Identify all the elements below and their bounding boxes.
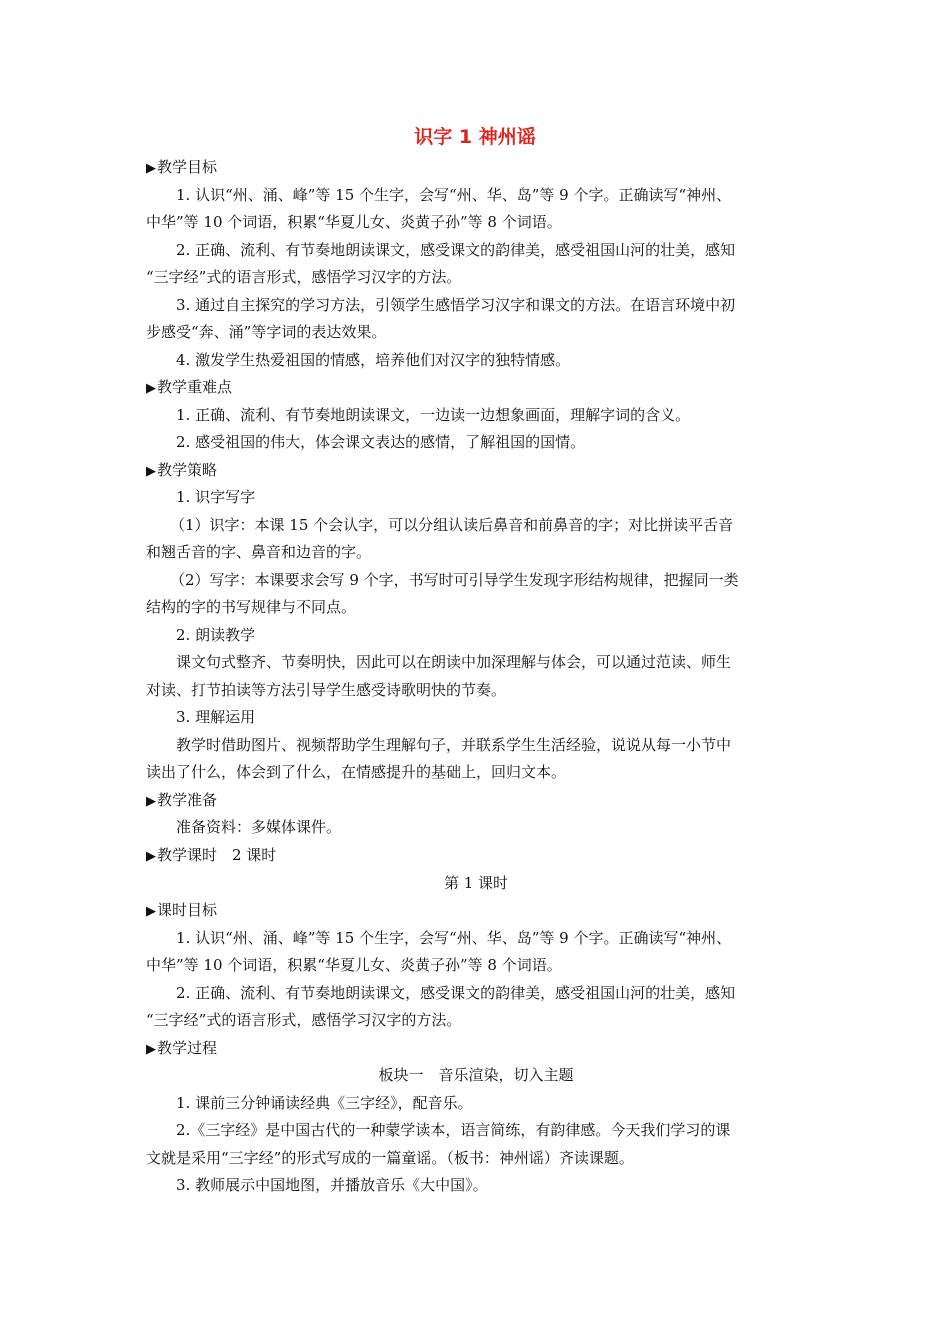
process-2b: 文就是采用“三字经”的形式写成的一篇童谣。（板书：神州谣）齐读课题。	[146, 1149, 634, 1167]
key-point-1: 1. 正确、流利、有节奏地朗读课文，一边读一边想象画面，理解字词的含义。	[176, 406, 691, 424]
lesson-goal-1a: 1. 认识“州、涌、峰”等 15 个生字，会写“州、华、岛”等 9 个字。正确读写“神州、	[176, 929, 732, 947]
goal-4: 4. 激发学生热爱祖国的情感，培养他们对汉字的独特情感。	[176, 351, 571, 369]
strategy-2b: 对读、打节拍读等方法引导学生感受诗歌明快的节奏。	[146, 681, 507, 699]
heading-strategy: ▶ 教学策略	[146, 459, 826, 481]
goal-1a: 1. 认识“州、涌、峰”等 15 个生字，会写“州、华、岛”等 9 个字。正确读写“神州、	[176, 186, 732, 204]
prep-text: 准备资料：多媒体课件。	[176, 818, 342, 836]
strategy-1c: （2）写字：本课要求会写 9 个字，书写时可引导学生发现字形结构规律，把握同一类	[170, 571, 739, 589]
strategy-1a: （1）识字：本课 15 个会认字，可以分组认读后鼻音和前鼻音的字；对比拼读平舌音	[170, 516, 734, 534]
block1-title: 板块一 音乐渲染，切入主题	[378, 1066, 574, 1084]
lesson-goal-2a: 2. 正确、流利、有节奏地朗读课文，感受课文的韵律美，感受祖国山河的壮美，感知	[176, 984, 736, 1002]
strategy-3: 3. 理解运用	[176, 708, 256, 726]
heading-hours: ▶ 教学课时 2 课时	[146, 844, 826, 866]
strategy-1b: 和翘舌音的字、鼻音和边音的字。	[146, 543, 372, 561]
lesson-goal-1b: 中华”等 10 个词语，积累“华夏儿女、炎黄子孙”等 8 个词语。	[146, 956, 562, 974]
strategy-3a: 教学时借助图片、视频帮助学生理解句子，并联系学生生活经验，说说从每一小节中	[176, 736, 732, 754]
goal-3a: 3. 通过自主探究的学习方法，引领学生感悟学习汉字和课文的方法。在语言环境中初	[176, 296, 736, 314]
strategy-2a: 课文句式整齐、节奏明快，因此可以在朗读中加深理解与体会，可以通过范读、师生	[176, 653, 732, 671]
heading-process: ▶ 教学过程	[146, 1037, 826, 1059]
goal-1b: 中华”等 10 个词语，积累“华夏儿女、炎黄子孙”等 8 个词语。	[146, 213, 562, 231]
strategy-1: 1. 识字写字	[176, 488, 256, 506]
process-1: 1. 课前三分钟诵读经典《三字经》，配音乐。	[176, 1094, 473, 1112]
goal-2a: 2. 正确、流利、有节奏地朗读课文，感受课文的韵律美，感受祖国山河的壮美，感知	[176, 241, 736, 259]
lesson-goal-2b: “三字经”式的语言形式，感悟学习汉字的方法。	[146, 1011, 462, 1029]
heading-lesson-goals: ▶ 课时目标	[146, 899, 826, 921]
strategy-2: 2. 朗读教学	[176, 626, 256, 644]
heading-prep: ▶ 教学准备	[146, 789, 826, 811]
strategy-1d: 结构的字的书写规律与不同点。	[146, 598, 357, 616]
heading-key-points: ▶ 教学重难点	[146, 376, 826, 398]
document-title: 识字 1 神州谣	[414, 126, 536, 148]
key-point-2: 2. 感受祖国的伟大，体会课文表达的感情，了解祖国的国情。	[176, 433, 586, 451]
goal-2b: “三字经”式的语言形式，感悟学习汉字的方法。	[146, 268, 462, 286]
process-3: 3. 教师展示中国地图，并播放音乐《大中国》。	[176, 1176, 488, 1194]
strategy-3b: 读出了什么，体会到了什么，在情感提升的基础上，回归文本。	[146, 763, 567, 781]
goal-3b: 步感受“奔、涌”等字词的表达效果。	[146, 323, 387, 341]
lesson-title: 第 1 课时	[443, 874, 509, 892]
process-2a: 2.《三字经》是中国古代的一种蒙学读本，语言简练，有韵律感。今天我们学习的课	[176, 1121, 731, 1139]
heading-goals: ▶ 教学目标	[146, 156, 826, 178]
